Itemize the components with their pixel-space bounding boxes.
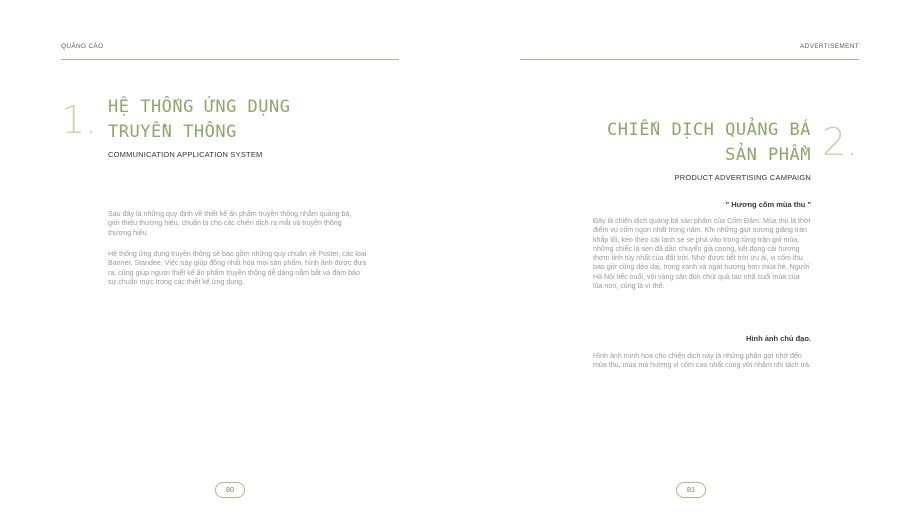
- page-number-80: 80: [215, 482, 245, 498]
- section-subtitle-1: COMMUNICATION APPLICATION SYSTEM: [108, 150, 263, 159]
- right-header-rule: [520, 59, 859, 60]
- section-title-1-line2: TRUYỀN THÔNG: [108, 122, 237, 142]
- right-page-header: ADVERTISEMENT: [799, 43, 859, 50]
- left-paragraph-1: Sau đây là những quy định về thiết kế ấn phẩm truyền thông nhằm quảng bá, giới thiệu thương hiệu, chuẩn bị cho các chiến dịch ra mắt và truyền thông thương hiệu.: [108, 210, 352, 237]
- section-title-1-line1: HỆ THỐNG ỨNG DỤNG: [108, 97, 291, 117]
- section-title-1: [108, 95, 291, 145]
- section-number-1: 1.: [61, 98, 98, 142]
- left-header-rule: [61, 59, 399, 60]
- section-subtitle-2: PRODUCT ADVERTISING CAMPAIGN: [674, 173, 811, 182]
- section-number-2: 2.: [822, 120, 859, 164]
- left-paragraph-2: Hệ thống ứng dụng truyền thông sẽ bao gồm những quy chuẩn về Poster, các loại Banner, Standee. Việc này giúp đồng nhất hóa mọi sản phẩm, hình ảnh được đưa ra, cũng giúp người thiết kế ấn phẩm truyền thông dễ dàng nắm bắt và đảm bảo sự chuẩn mực trong các thiết kế ứng dụng.: [108, 250, 367, 286]
- right-paragraph-1: Đây là chiến dịch quảng bá sản phẩm của Cốm Đậm. Mùa thu là thời điểm vụ cốm ngon nhất trong năm. Khi những giọt sương giăng tràn khắp lối, kéo theo cái lạnh se se phả vào trong từng trận gió mùa, những chiếc lá sen đã dần chuyển già coong, kết đọng cái hương thơm tinh túy nhất của đất trời. Nhờ được tiết trời ưu ái, vị cốm thu bao giờ cũng dẻo dai, trong xanh và ngát hương hơn mùa hè. Người Hà Nội tiếc nuối, vội vàng săn đón chút quà tao nhã cuối mùa của lúa non, cũng là vì thế.: [593, 217, 811, 291]
- right-page: [460, 0, 919, 520]
- right-paragraph-2: Hình ảnh minh họa cho chiến dịch này là những phần gợi nhớ đến mùa thu, mùa mà hương vị cốm cao nhất cùng với nhâm nhi tách trà.: [593, 352, 811, 370]
- left-page: [0, 0, 459, 520]
- section-title-2: [607, 118, 811, 168]
- key-visual-heading: Hình ảnh chủ đạo.: [746, 334, 811, 343]
- section-title-2-line1: CHIẾN DỊCH QUẢNG BÁ: [607, 120, 811, 140]
- page-number-81: 81: [676, 482, 706, 498]
- left-page-header: QUẢNG CÁO: [61, 43, 104, 50]
- campaign-quote: " Hương cốm mùa thu ": [725, 200, 811, 209]
- section-title-2-line2: SẢN PHẨM: [725, 145, 811, 165]
